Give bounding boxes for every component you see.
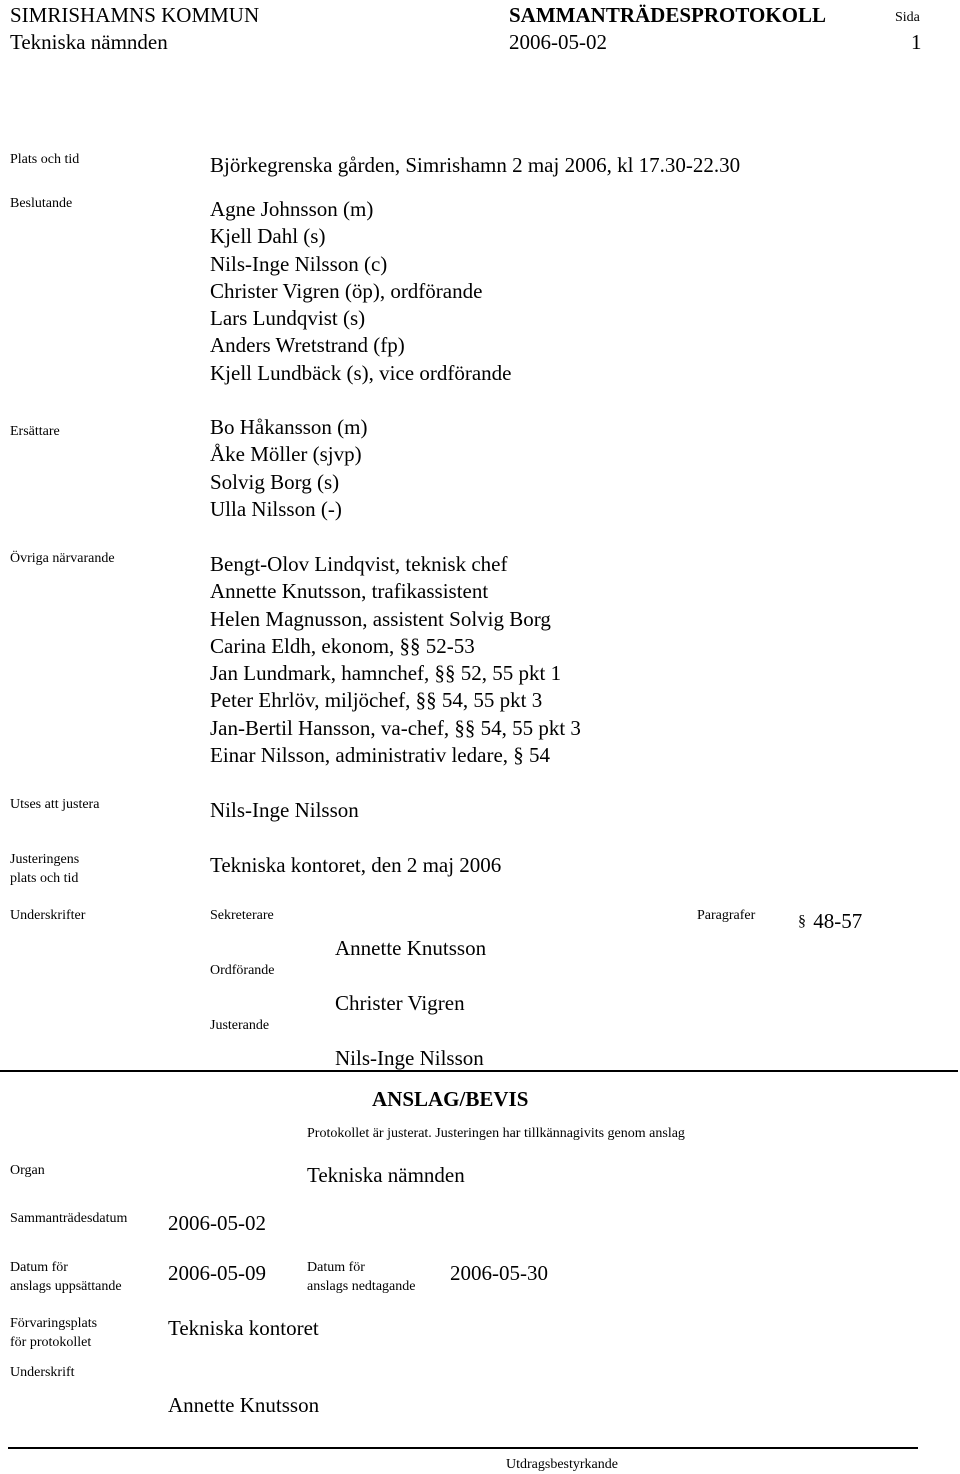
section-divider: [0, 1070, 958, 1072]
other-attendee: Bengt-Olov Lindqvist, teknisk chef: [210, 552, 508, 576]
meeting-date-value: 2006-05-02: [168, 1211, 266, 1235]
other-attendee: Jan Lundmark, hamnchef, §§ 52, 55 pkt 1: [210, 661, 562, 686]
page-number: 1: [911, 30, 922, 54]
certifying-label: Utdragsbestyrkande: [506, 1457, 618, 1472]
deciding-member: Lars Lundqvist (s): [210, 306, 366, 331]
other-attendee: Jan-Bertil Hansson, va-chef, §§ 54, 55 pkt 3: [210, 715, 581, 740]
organ-value: Tekniska nämnden: [307, 1163, 465, 1187]
place-label: Plats och tid: [10, 152, 80, 167]
posted-date-value: 2006-05-09: [168, 1261, 266, 1285]
deciding-member: Kjell Lundbäck (s), vice ordförande: [210, 360, 512, 385]
bottom-rule: [8, 1447, 918, 1449]
other-attendee: Annette Knutsson, trafikassistent: [210, 579, 489, 604]
other-attendee: Einar Nilsson, administrativ ledare, § 54: [210, 743, 551, 768]
secretary-label: Sekreterare: [210, 908, 274, 923]
municipality-name: SIMRISHAMNS KOMMUN: [10, 3, 260, 27]
notice-statement: Protokollet är justerat. Justeringen har tillkännagivits genom anslag: [307, 1126, 685, 1141]
substitutes-label: Ersättare: [10, 424, 60, 439]
page-label: Sida: [895, 10, 920, 25]
substitute-member: Åke Möller (sjvp): [210, 442, 362, 467]
substitute-member: Ulla Nilsson (-): [210, 496, 342, 521]
signatures-label: Underskrifter: [10, 908, 86, 923]
adjuster-label: Utses att justera: [10, 797, 100, 812]
secretary-name: Annette Knutsson: [335, 936, 487, 960]
substitute-member: Solvig Borg (s): [210, 469, 340, 494]
removed-label-2: anslags nedtagande: [307, 1279, 416, 1294]
adjust-place-label-2: plats och tid: [10, 871, 79, 886]
place-value: Björkegrenska gården, Simrishamn 2 maj 2006, kl 17.30-22.30: [210, 153, 741, 177]
removed-label-1: Datum för: [307, 1260, 365, 1275]
others-label: Övriga närvarande: [10, 551, 115, 566]
adjuster-value: Nils-Inge Nilsson: [210, 798, 359, 822]
other-attendee: Carina Eldh, ekonom, §§ 52-53: [210, 633, 475, 658]
deciding-member: Kjell Dahl (s): [210, 224, 326, 249]
notice-title: ANSLAG/BEVIS: [372, 1087, 529, 1111]
deciding-member: Nils-Inge Nilsson (c): [210, 251, 388, 276]
signature-label: Underskrift: [10, 1365, 75, 1380]
committee-name: Tekniska nämnden: [10, 30, 168, 54]
storage-value: Tekniska kontoret: [168, 1316, 319, 1340]
chair-name: Christer Vigren: [335, 991, 465, 1015]
others-list: [210, 551, 581, 769]
deciding-member: Christer Vigren (öp), ordförande: [210, 278, 483, 303]
deciding-member: Agne Johnsson (m): [210, 197, 374, 221]
posted-label-2: anslags uppsättande: [10, 1279, 122, 1294]
other-attendee: Peter Ehrlöv, miljöchef, §§ 54, 55 pkt 3: [210, 688, 543, 713]
meeting-date-label: Sammanträdesdatum: [10, 1211, 128, 1226]
organ-label: Organ: [10, 1163, 45, 1178]
section-symbol: §: [798, 913, 806, 930]
signature-value: Annette Knutsson: [168, 1393, 320, 1417]
paragraphs-label: Paragrafer: [697, 908, 756, 923]
chair-label: Ordförande: [210, 963, 275, 978]
deciding-label: Beslutande: [10, 196, 73, 211]
storage-label-2: för protokollet: [10, 1335, 92, 1350]
storage-label-1: Förvaringsplats: [10, 1316, 98, 1331]
posted-label-1: Datum för: [10, 1260, 68, 1275]
adjuster-name: Nils-Inge Nilsson: [335, 1046, 484, 1070]
substitutes-list: [210, 414, 367, 523]
deciding-list: [210, 196, 511, 387]
deciding-member: Anders Wretstrand (fp): [210, 333, 405, 358]
removed-date-value: 2006-05-30: [450, 1261, 548, 1285]
substitute-member: Bo Håkansson (m): [210, 415, 368, 439]
adjust-place-value: Tekniska kontoret, den 2 maj 2006: [210, 853, 502, 877]
adjuster-sign-label: Justerande: [210, 1018, 270, 1033]
document-type: SAMMANTRÄDESPROTOKOLL: [509, 3, 826, 27]
other-attendee: Helen Magnusson, assistent Solvig Borg: [210, 606, 551, 631]
paragraphs-value: § 48-57: [798, 909, 863, 933]
adjust-place-label-1: Justeringens: [10, 852, 80, 867]
document-date: 2006-05-02: [509, 30, 607, 54]
